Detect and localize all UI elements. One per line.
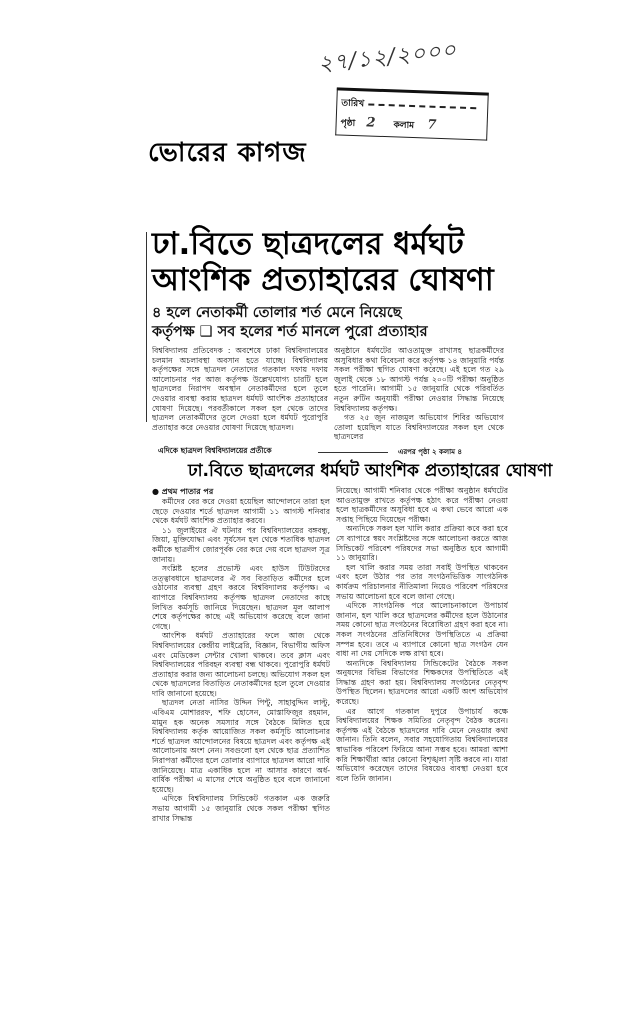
paragraph: কর্মীদের বের করে দেওয়া হয়েছিল আন্দোলনে তারা হল ছেড়ে দেওয়ার শর্তে ছাত্রদল আগামী ১১ আগস্ট শনিবার থেকে ধর্মঘট আংশিক প্রত্যাহার করবে। [152,497,330,526]
stamp-date-label: তারিখ [341,98,365,110]
handwritten-date: ২৭/১২/২০০০ [316,37,459,78]
top-right-column [334,346,504,442]
continued-headline: ঢা.বিতে ছাত্রদলের ধর্মঘট আংশিক প্রত্যাহারের ঘোষণা [188,461,553,481]
paragraph: ছাত্রদল নেতা নাসির উদ্দিন পিন্টু, সাহাবুদ্দিন লাল্টু, এবিএম মোশাররফ, শফি হোসেন, মোস্তাফিজুর রহমান, মামুন হক অনেক সমস্যার সঙ্গে বৈঠকে মিলিত হয়ে বিশ্ববিদ্যালয় কর্তৃক আয়োজিত সকল কর্মসূচি আলোচনার শর্তে ছাত্রদল আন্দোলনের বিষয়ে ছাত্রদল এবং কর্তৃপক্ষ এই আলোচনায় অংশ নেন। সবগুলো হল থেকে ছাত্র প্রত্যাশিত নিরাপত্তা কর্মীদের হলে তোলার ব্যাপারে ছাত্রদল আরো দাবি জানিয়েছে। মাত্র একাধিক হলে না আসার কারণে অর্ধ-বার্ষিক পরীক্ষা এ মাসের শেষে অনুষ্ঠিত হবে বলে জানানো হয়েছে। [152,698,330,794]
headline-line1: ঢা.বিতে ছাত্রদলের ধর্মঘট [152,226,464,262]
stamp-date-blank [368,103,476,109]
continued-on-note: এরপর পৃষ্ঠা ২ কলাম ৪ [398,448,462,456]
stamp-column-value: 7 [427,117,438,133]
newspaper-name: ভোরের কাগজ [148,138,307,168]
paragraph: বিশ্ববিদ্যালয় প্রতিবেদক : অবশেষে ঢাকা বিশ্ববিদ্যালয়ের চলমান অচলাবস্থা অবসান হতে যাচ্ছে। বিশ্ববিদ্যালয় কর্তৃপক্ষের সঙ্গে ছাত্রদল নেতাদের গতকাল দফায় দফায় আলোচনার পর আজ কর্তৃপক্ষ উল্লেখযোগ্য চারটি হলে ছাত্রদলের নিরাপদ অবস্থান নেতাকর্মীদের হলে তুলে দেওয়ার ব্যবস্থা করায় ছাত্রদল ধর্মঘট আংশিক প্রত্যাহারের ঘোষণা দিয়েছে। পরবর্তীকালে সকল হল থেকে তাদের ছাত্রদল নেতাকর্মীদের তুলে দেওয়া হলে ধর্মঘট পুরোপুরি প্রত্যাহার করে নেওয়ার ঘোষণা দিয়েছে ছাত্রদল। [152,346,328,432]
stamp-page-label: পৃষ্ঠা [340,118,356,130]
paragraph: অনুষ্ঠানে ধর্মঘটের আওতামুক্ত রাখাসহ ছাত্রকর্মীদের অসুবিধার কথা বিবেচনা করে কর্তৃপক্ষ ১৪ জানুয়ারি পর্যন্ত সকল পরীক্ষা স্থগিত ঘোষণা করেছে। এই হলে গত ২৯ জুলাই থেকে ১৮ আগস্ট পর্যন্ত ২০০টি পরীক্ষা অনুষ্ঠিত হতে পারেনি। আগামী ১৫ জানুয়ারি থেকে পরিবর্তিত নতুন রুটিন অনুযায়ী পরীক্ষা নেওয়ার সিদ্ধান্ত নিয়েছে বিশ্ববিদ্যালয় কর্তৃপক্ষ। [334,346,504,413]
paragraph: গত ২৫ জুন নাজমুল অভিযোগ শিবির অভিযোগ তোলা হয়েছিল যাতে বিশ্ববিদ্যালয়ের সকল হল থেকে ছাত্রদলের [334,413,504,442]
top-left-footer: এদিকে ছাত্রদল বিশ্ববিদ্যালয়ের প্রতীকে [158,446,272,455]
subheadline-line2: কর্তৃপক্ষ ❑ সব হলের শর্ত মানলে পুরো প্রত্যাহার [152,324,428,340]
bottom-right-column [336,486,508,937]
stamp-page-value: 2 [366,115,377,131]
paragraph: হল খালি করার সময় তারা সবাই উপস্থিত থাকবেন এবং হলে উঠার পর তার সংগঠনভিত্তিক সাংগঠনিক কার্যক্রম পরিচালনার নীতিমালা নিয়েও পরিবেশ পরিষদের সভায় আলোচনা হবে বলে জানা গেছে। [336,562,508,601]
top-left-column [152,346,328,442]
paragraph: অন্যদিকে বিশ্ববিদ্যালয় সিন্ডিকেটের বৈঠকে সকল অনুষদের বিভিন্ন বিভাগের শিক্ষকদের উপস্থিতিতে এই সিদ্ধান্ত গ্রহণ করা হয়। বিশ্ববিদ্যালয় সংগঠনের নেতৃবৃন্দ উপস্থিত ছিলেন। ছাত্রদলের আরো একটি অংশ অভিযোগ করেছে। [336,658,508,707]
paragraph: আংশিক ধর্মঘট প্রত্যাহারের ফলে আজ থেকে বিশ্ববিদ্যালয়ের কেন্দ্রীয় লাইব্রেরি, বিজ্ঞান, বিভাগীয় অফিস এবং মেডিকেল সেন্টার খোলা থাকবে। তবে ক্লাস এবং বিশ্ববিদ্যালয়ের পরিবহন ব্যবস্থা বন্ধ থাকবে। পুরোপুরি ধর্মঘট প্রত্যাহার করার জন্য আলোচনা চলছে। অভিযোগ সকল হল থেকে ছাত্রদলের বিতাড়িত নেতাকর্মীদের হলে তুলে দেওয়ার দাবি জানানো হয়েছে। [152,631,330,698]
paragraph: এদিকে বিশ্ববিদ্যালয় সিন্ডিকেট গতকাল এক জরুরি সভায় আগামী ১৫ জানুয়ারি থেকে সকল পরীক্ষা স্থগিত রাখার সিদ্ধান্ত [152,794,330,823]
paragraph: এদিকে সাংগঠনিক পরে আলোচনাকালে উপাচার্য জানান, হল খালি করে ছাত্রদলের কর্মীদের হলে উঠানোর সময় কোনো ছাত্র সংগঠনের বিরোধিতা গ্রহণ করা হবে না। সকল সংগঠনের প্রতিনিধিদের উপস্থিতিতে এ প্রক্রিয়া সম্পন্ন হবে। তবে এ ব্যাপারে কোনো ছাত্র সংগঠন যেন বাধা না দেয় সেদিকে লক্ষ রাখা হবে। [336,601,508,659]
column-rule-left [146,232,147,422]
paragraph: সংশ্লিষ্ট হলের প্রভোস্ট এবং হাউস টিউটরদের তত্ত্বাবধানে ছাত্রদলের ঐ সব বিতাড়িত কর্মীদের হলে ওঠানোর ব্যবস্থা গ্রহণ করবে বিশ্ববিদ্যালয় কর্তৃপক্ষ। এ ব্যাপারে বিশ্ববিদ্যালয় কর্তৃপক্ষ ছাত্রদল নেতাদের কাছে লিখিত কর্মসূচি জানিয়ে দিয়েছেন। ছাত্রদল মূল আলাপ শেষে কর্তৃপক্ষের কাছে এই অভিযোগ করেছে বলে জানা গেছে। [152,564,330,631]
continued-from-label: ● প্রথম পাতার পর [152,487,214,496]
subheadline-line1: ৪ হলে নেতাকর্মী তোলার শর্ত মেনে নিয়েছে [152,305,402,321]
paragraph: নিয়েছে। আগামী শনিবার থেকে পরীক্ষা অনুষ্ঠান ধর্মঘটের আওতামুক্ত রাখতে কর্তৃপক্ষ হঠাৎ করে পরীক্ষা নেওয়া হলে ছাত্রকর্মীদের অসুবিধা হবে এ কথা ভেবে আরো এক সপ্তাহ পিছিয়ে দিয়েছেন পরীক্ষা। [336,486,508,524]
stamp-column-label: কলাম [393,120,415,132]
bottom-left-column [152,497,330,937]
clipping-stamp [335,87,489,140]
divider [318,452,388,453]
paragraph: ১১ জুলাইয়ের ঐ ঘটনার পর বিশ্ববিদ্যালয়ের বঙ্গবন্ধু, জিয়া, মুক্তিযোদ্ধা এবং সূর্যসেন হল থেকে শতাধিক ছাত্রদল কর্মীকে ছাত্রলীগ জোরপূর্বক বের করে দেয় বলে ছাত্রদল সূত্র জানায়। [152,525,330,564]
paragraph: এর আগে গতকাল দুপুরে উপাচার্য কক্ষে বিশ্ববিদ্যালয়ের শিক্ষক সমিতির নেতৃবৃন্দ বৈঠক করেন। কর্তৃপক্ষ এই বৈঠকে ছাত্রদলের দাবি মেনে নেওয়ার কথা জানান। তিনি বলেন, সবার সহযোগিতায় বিশ্ববিদ্যালয়ের স্বাভাবিক পরিবেশ ফিরিয়ে আনা সম্ভব হবে। আমরা আশা করি শিক্ষার্থীরা আর কোনো বিশৃঙ্খলা সৃষ্টি করবে না। যারা অভিযোগ করেছেন তাদের বিষয়েও ব্যবস্থা নেওয়া হবে বলে তিনি জানান। [336,706,508,783]
paragraph: অন্যদিকে সকল হল খালি করার প্রক্রিয়া কবে করা হবে সে ব্যাপারে স্বয়ং সংশ্লিষ্টদের সঙ্গে আলোচনা করতে আজ সিন্ডিকেট পরিবেশ পরিষদের সভা অনুষ্ঠিত হবে আগামী ১১ জানুয়ারি। [336,524,508,563]
headline-line2: আংশিক প্রত্যাহারের ঘোষণা [152,262,494,298]
